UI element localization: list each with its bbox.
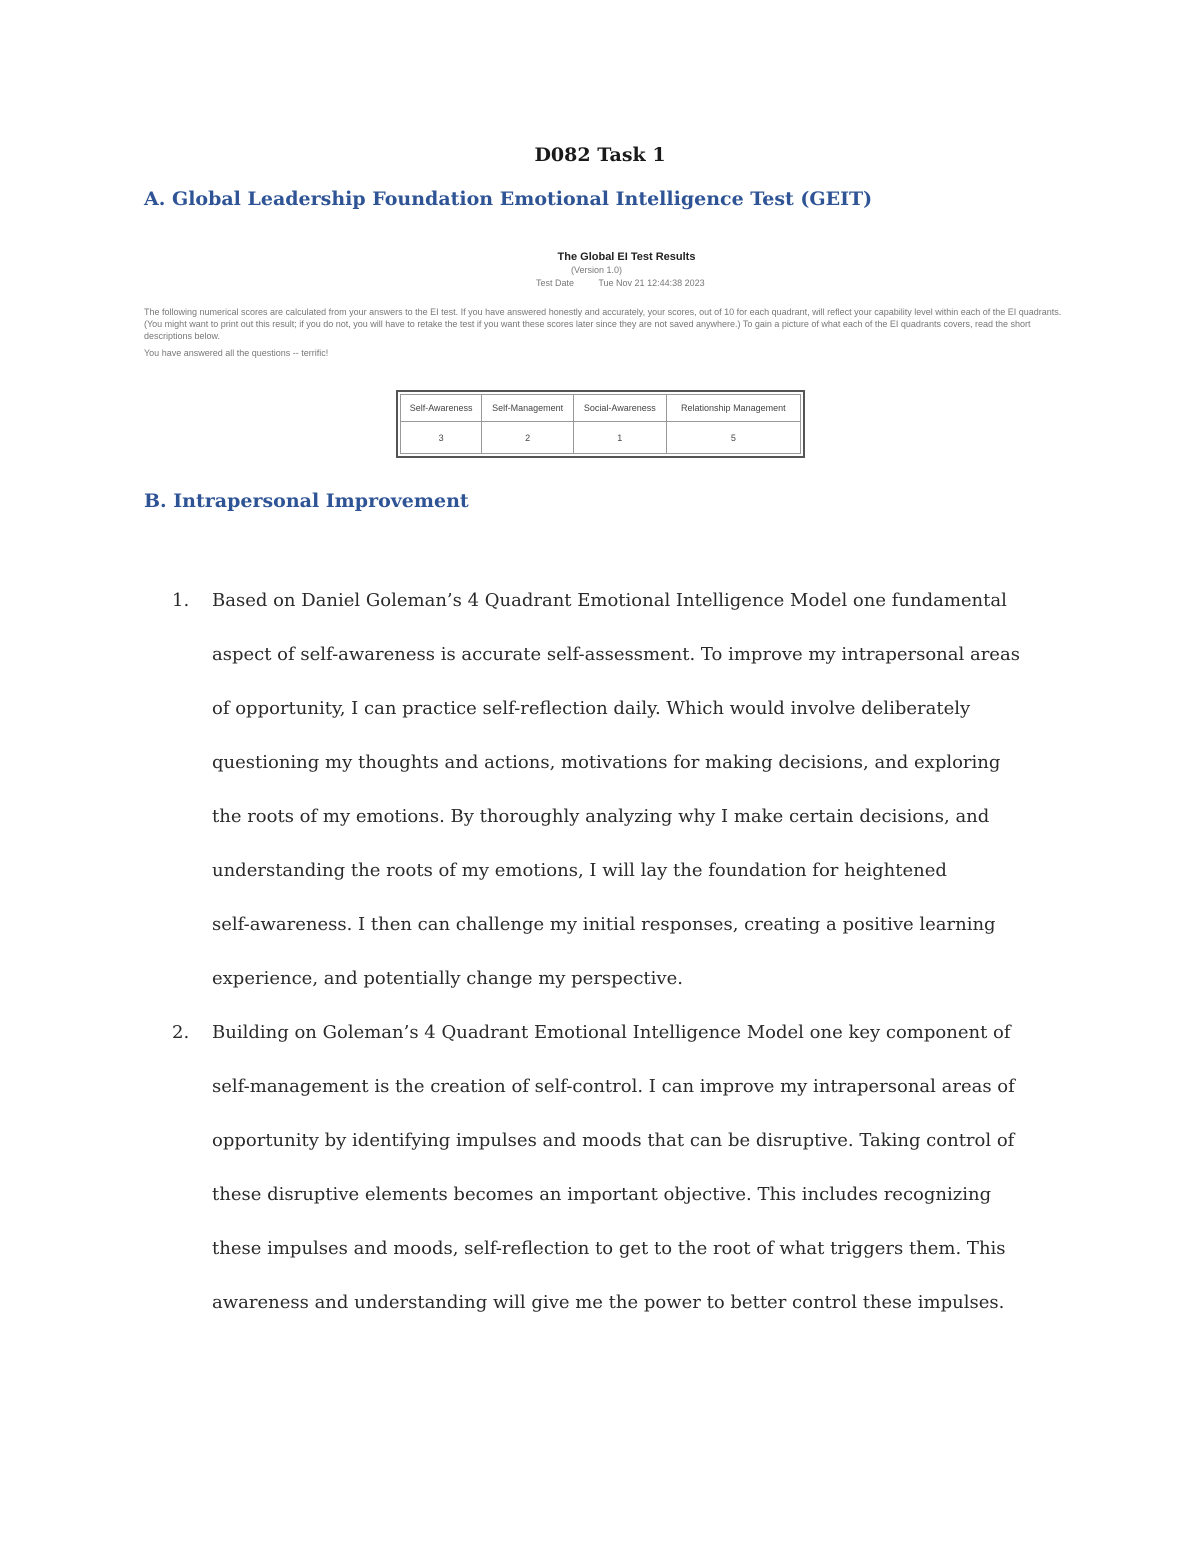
paragraph-line: self-management is the creation of self-control. I can improve my intrapersonal areas of [212,1076,1015,1097]
results-date-label: Test Date [536,278,575,288]
paragraph-line: the roots of my emotions. By thoroughly analyzing why I make certain decisions, and [212,806,990,827]
scores-value-row [401,422,801,454]
list-item-number: 1. [172,590,190,611]
paragraph-line: awareness and understanding will give me the power to better control these impulses. [212,1292,1005,1313]
section-heading-geit: A. Global Leadership Foundation Emotional Intelligence Test (GEIT) [144,188,873,210]
section-heading-intrapersonal: B. Intrapersonal Improvement [144,490,469,512]
scores-header-row [401,395,801,422]
list-item [172,1006,1072,1330]
results-version: (Version 1.0) [571,265,623,275]
score-self-management: 2 [482,422,574,454]
score-self-awareness: 3 [401,422,482,454]
paragraph-line: these disruptive elements becomes an important objective. This includes recognizing [212,1184,992,1205]
results-completion-note: You have answered all the questions -- terrific! [144,348,329,358]
improvement-list [172,574,1072,1330]
ei-test-results-screenshot [144,248,1064,468]
paragraph-line: self-awareness. I then can challenge my initial responses, creating a positive learning [212,914,996,935]
paragraph-line: opportunity by identifying impulses and moods that can be disruptive. Taking control of [212,1130,1015,1151]
header-self-awareness: Self-Awareness [401,395,482,422]
list-item-number: 2. [172,1022,190,1043]
list-item [172,574,1072,1006]
results-intro-text: The following numerical scores are calculated from your answers to the EI test. If you have answered honestly and accurately, your scores, out of 10 for each quadrant, will reflect your capability level within each of the EI quadrants. (You might want to print out this result; if you do not, you will have to retake the test if you want these scores later since they are not saved anywhere.) To gain a picture of what each of the EI quadrants covers, read the short descriptions below. [144,307,1062,341]
paragraph-line: Building on Goleman’s 4 Quadrant Emotional Intelligence Model one key component of [212,1022,1011,1043]
header-self-management: Self-Management [482,395,574,422]
paragraph-line: of opportunity, I can practice self-reflection daily. Which would involve deliberately [212,698,971,719]
paragraph-line: aspect of self-awareness is accurate self-assessment. To improve my intrapersonal areas [212,644,1020,665]
results-date-value: Tue Nov 21 12:44:38 2023 [598,278,705,288]
page-title: D082 Task 1 [534,144,666,166]
paragraph-line: questioning my thoughts and actions, motivations for making decisions, and exploring [212,752,1001,773]
score-social-awareness: 1 [573,422,666,454]
header-social-awareness: Social-Awareness [573,395,666,422]
paragraph-line: Based on Daniel Goleman’s 4 Quadrant Emotional Intelligence Model one fundamental [212,590,1007,611]
paragraph-line: these impulses and moods, self-reflection to get to the root of what triggers them. This [212,1238,1006,1259]
results-title: The Global EI Test Results [557,251,696,263]
results-test-date [536,278,705,288]
header-relationship-management: Relationship Management [666,395,800,422]
score-relationship-management: 5 [666,422,800,454]
paragraph-line: understanding the roots of my emotions, I will lay the foundation for heightened [212,860,947,881]
scores-table-frame [396,390,805,458]
scores-table [400,394,801,454]
paragraph-line: experience, and potentially change my perspective. [212,968,683,989]
